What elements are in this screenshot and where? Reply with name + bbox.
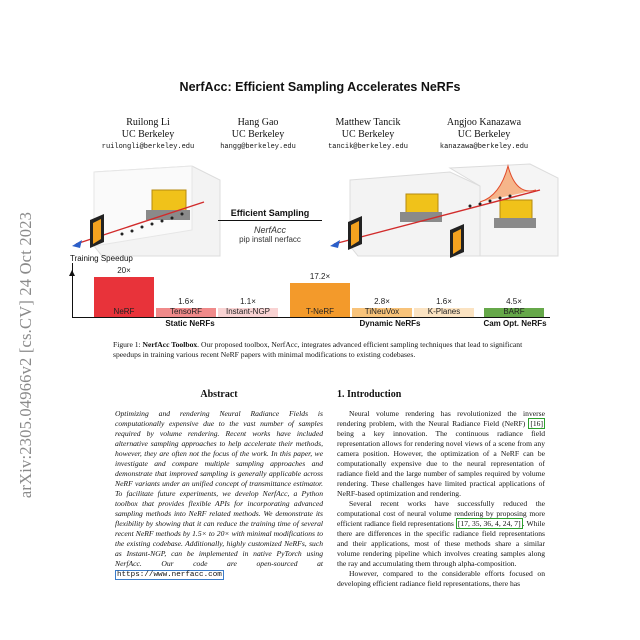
citation-link[interactable]: [16]	[530, 419, 543, 428]
caption-bold: NerfAcc Toolbox	[142, 340, 198, 349]
abstract-heading: Abstract	[200, 389, 238, 400]
introduction-section	[337, 390, 545, 589]
bar-k-planes	[414, 308, 474, 317]
bar-group-tensorf	[156, 262, 216, 317]
bar-value-label: 2.8×	[374, 297, 390, 306]
bar-category-label: BARF	[503, 307, 525, 316]
caption-label: Figure 1:	[113, 340, 143, 349]
bar-value-label: 1.1×	[240, 297, 256, 306]
group-label-dynamic: Dynamic NeRFs	[359, 319, 421, 328]
intro-paragraph: Neural volume rendering has revolutionized the inverse rendering problem, with the Neural Radiance Field (NeRF) [16] being a key innovation. The continuous radiance field representation allows for rendering novel views of a scene from any camera position. However, the optimization of a NeRF can be computationally expensive due to the neural representation of radiance field and the large number of samples required by volume rendering. These challenges have limited practical applications of NeRF-based optimization and rendering.	[337, 409, 545, 498]
bar-category-label: K-Planes	[427, 307, 461, 316]
figure-caption	[113, 340, 545, 360]
bar-tensorf	[156, 308, 216, 317]
bar-group-instant-ngp	[218, 262, 278, 317]
intro-paragraph: However, compared to the considerable efforts focused on developing efficient radiance field representations, there has	[337, 569, 545, 588]
intro-heading: 1. Introduction	[337, 389, 402, 400]
author-4	[409, 117, 559, 153]
bar-group-barf	[484, 262, 544, 317]
bar-tineuvox	[352, 308, 412, 317]
left-scene-illustration	[72, 160, 222, 258]
bar-group-nerf	[94, 262, 154, 317]
paper-title: NerfAcc: Efficient Sampling Accelerates NeRFs	[179, 80, 461, 94]
bar-group-k-planes	[414, 262, 474, 317]
caption-text: . Our proposed toolbox, NerfAcc, integrates advanced efficient sampling techniques that lead to significant speedups in training various recent NeRF papers with minimal modifications to existing codebases.	[113, 340, 523, 359]
author-affiliation: UC Berkeley	[457, 129, 511, 140]
author-email: ruilongli@berkeley.edu	[101, 143, 195, 151]
bar-value-label: 17.2×	[309, 271, 331, 281]
author-email: hangg@berkeley.edu	[220, 143, 296, 151]
bar-barf	[484, 308, 544, 317]
group-label-static: Static NeRFs	[165, 319, 215, 328]
author-email: tancik@berkeley.edu	[328, 143, 408, 151]
bar-instant-ngp	[218, 308, 278, 317]
bar-group-t-nerf	[290, 262, 350, 317]
arrow-line	[218, 220, 322, 225]
right-scene-illustration	[330, 160, 560, 260]
code-link[interactable]: https://www.nerfacc.com	[117, 571, 222, 579]
camera-arrow-icon	[72, 240, 82, 248]
bar-category-label: Instant-NGP	[225, 307, 270, 316]
bar-group-tineuvox	[352, 262, 412, 317]
speedup-chart	[72, 263, 550, 318]
nerfacc-logo: NerfAcc	[253, 225, 286, 235]
abstract-text: Optimizing and rendering Neural Radiance Fields is computationally expensive due to the vast number of samples required by volume rendering. Recent works have included alternative sampling approaches to help accelerate their methods, however, they are often not the focus of the work. In this paper, we investigate and compare multiple sampling approaches and demonstrate that improved sampling is generally applicable across NeRF variants under an unified concept of transmittance estimator. To facilitate future experiments, we develop NerfAcc, a Python toolbox that provides flexible APIs for incorporating advanced sampling methods into NeRF related methods. We demonstrate its flexibility by showing that it can reduce the training time of several recent NeRF methods by 1.5× to 20× with minimal modifications to the existing codebase. Additionally, highly customized NeRFs, such as Instant-NGP, can be implemented in native PyTorch using NerfAcc. Our code are open-sourced at	[115, 409, 323, 568]
author-affiliation: UC Berkeley	[231, 129, 285, 140]
citation-link[interactable]: [17, 35, 36, 4, 24, 7]	[457, 519, 521, 528]
author-name: Angjoo Kanazawa	[446, 117, 522, 128]
bar-nerf	[94, 277, 154, 317]
author-name: Hang Gao	[237, 117, 279, 128]
bar-category-label: TensoRF	[169, 307, 202, 316]
efficient-sampling-label: Efficient Sampling NerfAcc pip install nerfacc	[212, 208, 328, 244]
bar-category-label: T-NeRF	[306, 307, 334, 316]
bar-value-label: 1.6×	[436, 297, 452, 306]
x-axis-line	[72, 317, 550, 318]
bar-value-label: 4.5×	[506, 297, 522, 306]
arxiv-stamp: arXiv:2305.04966v2 [cs.CV] 24 Oct 2023	[16, 211, 35, 499]
author-email: kanazawa@berkeley.edu	[439, 143, 529, 151]
author-name: Matthew Tancik	[335, 117, 401, 128]
bar-category-label: TiNeuVox	[364, 307, 400, 316]
author-affiliation: UC Berkeley	[121, 129, 175, 140]
bar-value-label: 20×	[117, 266, 131, 275]
abstract-section	[115, 390, 323, 580]
bar-category-label: NeRF	[113, 307, 135, 316]
y-axis-arrow-icon	[69, 263, 75, 269]
intro-paragraph: Several recent works have successfully reduced the computational cost of neural volume rendering by proposing more efficient radiance field representations [17, 35, 36, 4, 24, 7] . While there are differences in the specific radiance field representations and their applications, most of these methods share a similar volume rendering pipeline which involves creating samples along the ray and accumulating them through alpha-composition.	[337, 499, 545, 568]
speedup-axis-label: Training Speedup	[70, 254, 133, 263]
pip-install-text: pip install nerfacc	[239, 235, 301, 244]
group-label-camopt: Cam Opt. NeRFs	[483, 319, 547, 328]
bar-t-nerf	[290, 283, 350, 317]
bar-value-label: 1.6×	[178, 297, 194, 306]
author-name: Ruilong Li	[126, 117, 170, 128]
author-affiliation: UC Berkeley	[341, 129, 395, 140]
